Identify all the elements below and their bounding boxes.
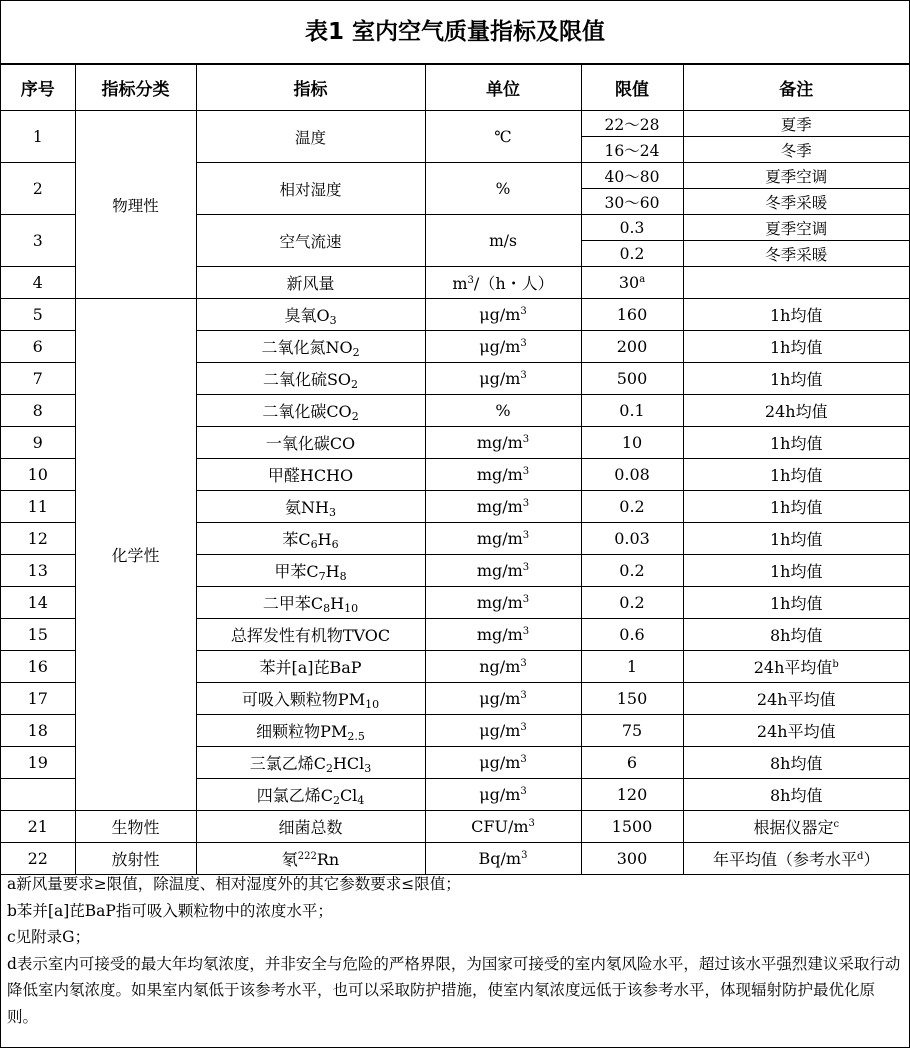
indicator: 温度 — [196, 111, 425, 163]
limit: 0.2 — [581, 491, 683, 523]
row-no: 16 — [1, 651, 75, 683]
note: 夏季空调 — [683, 163, 909, 189]
unit: $mg/m^3$ — [425, 555, 581, 587]
note: 根据仪器定$^c$ — [683, 811, 909, 843]
air-quality-table — [1, 64, 909, 875]
unit: $mg/m^3$ — [425, 619, 581, 651]
limit: 200 — [581, 331, 683, 363]
category-chemical: 化学性 — [75, 299, 196, 811]
unit: m/s — [425, 215, 581, 267]
row-no: 1 — [1, 111, 75, 163]
indicator: 细颗粒物$PM_{2.5}$ — [196, 715, 425, 747]
header-note: 备注 — [683, 65, 909, 111]
limit: 6 — [581, 747, 683, 779]
unit: $Bq/m^3$ — [425, 843, 581, 875]
table-row — [1, 299, 909, 331]
limit: 22～28 — [581, 111, 683, 137]
row-no: 22 — [1, 843, 75, 875]
row-no: 8 — [1, 395, 75, 427]
table-header-row — [1, 65, 909, 111]
unit: $\mu g/m^3$ — [425, 331, 581, 363]
note: 冬季采暖 — [683, 241, 909, 267]
table-title: 表1 室内空气质量指标及限值 — [1, 1, 909, 64]
note: 24h平均值$^b$ — [683, 651, 909, 683]
limit: 16～24 — [581, 137, 683, 163]
row-no: 14 — [1, 587, 75, 619]
limit: 1 — [581, 651, 683, 683]
unit: $\mu g/m^3$ — [425, 299, 581, 331]
category-physical: 物理性 — [75, 111, 196, 299]
note: 8h均值 — [683, 619, 909, 651]
row-no: 2 — [1, 163, 75, 215]
unit: CFU/$m^3$ — [425, 811, 581, 843]
note: 24h均值 — [683, 395, 909, 427]
limit: 0.1 — [581, 395, 683, 427]
note: 8h均值 — [683, 779, 909, 811]
note: 1h均值 — [683, 331, 909, 363]
unit: $ng/m^3$ — [425, 651, 581, 683]
note: 1h均值 — [683, 363, 909, 395]
indicator: 苯并[a]芘BaP — [196, 651, 425, 683]
indicator: 空气流速 — [196, 215, 425, 267]
indicator: 二甲苯$C_8H_{10}$ — [196, 587, 425, 619]
row-no — [1, 779, 75, 811]
unit: $mg/m^3$ — [425, 427, 581, 459]
indicator: 一氧化碳CO — [196, 427, 425, 459]
category-biological: 生物性 — [75, 811, 196, 843]
indicator: 四氯乙烯$C_2Cl_4$ — [196, 779, 425, 811]
row-no: 21 — [1, 811, 75, 843]
note: 1h均值 — [683, 587, 909, 619]
table-row — [1, 811, 909, 843]
footnote-b: b苯并[a]芘BaP指可吸入颗粒物中的浓度水平； — [7, 901, 333, 920]
unit: $\mu g/m^3$ — [425, 779, 581, 811]
footnote-c: c见附录G； — [7, 928, 91, 946]
unit: $mg/m^3$ — [425, 587, 581, 619]
row-no: 6 — [1, 331, 75, 363]
row-no: 13 — [1, 555, 75, 587]
row-no: 10 — [1, 459, 75, 491]
limit: 0.3 — [581, 215, 683, 241]
limit: 40～80 — [581, 163, 683, 189]
limit: 0.03 — [581, 523, 683, 555]
row-no: 3 — [1, 215, 75, 267]
limit: 500 — [581, 363, 683, 395]
indicator: 细菌总数 — [196, 811, 425, 843]
unit: $mg/m^3$ — [425, 459, 581, 491]
indicator: 二氧化硫$SO_2$ — [196, 363, 425, 395]
note: 夏季空调 — [683, 215, 909, 241]
indicator: 氡$^{222}$Rn — [196, 843, 425, 875]
note: 1h均值 — [683, 427, 909, 459]
limit: 10 — [581, 427, 683, 459]
indicator: 氨$NH_3$ — [196, 491, 425, 523]
indicator: 三氯乙烯$C_2HCl_3$ — [196, 747, 425, 779]
note: 夏季 — [683, 111, 909, 137]
category-radioactive: 放射性 — [75, 843, 196, 875]
limit: 160 — [581, 299, 683, 331]
note: 冬季 — [683, 137, 909, 163]
note: 8h均值 — [683, 747, 909, 779]
limit: 120 — [581, 779, 683, 811]
note: 24h平均值 — [683, 715, 909, 747]
unit: $mg/m^3$ — [425, 523, 581, 555]
limit: 75 — [581, 715, 683, 747]
note: 1h均值 — [683, 555, 909, 587]
table-row — [1, 111, 909, 137]
indicator: 臭氧$O_3$ — [196, 299, 425, 331]
row-no: 11 — [1, 491, 75, 523]
row-no: 17 — [1, 683, 75, 715]
indicator: 苯$C_6H_6$ — [196, 523, 425, 555]
unit: $\mu g/m^3$ — [425, 363, 581, 395]
indicator: 甲苯$C_7H_8$ — [196, 555, 425, 587]
row-no: 5 — [1, 299, 75, 331]
limit: 300 — [581, 843, 683, 875]
indicator: 相对湿度 — [196, 163, 425, 215]
note: 年平均值（参考水平$^d$） — [683, 843, 909, 875]
unit: % — [425, 163, 581, 215]
unit: $m^3/(h$・人） — [425, 267, 581, 299]
unit: $\mu g/m^3$ — [425, 683, 581, 715]
footnotes — [1, 861, 909, 1030]
row-no: 15 — [1, 619, 75, 651]
row-no: 4 — [1, 267, 75, 299]
row-no: 18 — [1, 715, 75, 747]
limit: 1500 — [581, 811, 683, 843]
footnote-d: d表示室内可接受的最大年均氡浓度，并非安全与危险的严格界限，为国家可接受的室内氡风险水平，超过该水平强烈建议采取行动降低室内氡浓度。如果室内氡低于该参考水平，也可以采取防护措施，使室内氡浓度远低于该参考水平，体现辐射防护最优化原则。 — [7, 954, 901, 1026]
header-category: 指标分类 — [75, 65, 196, 111]
indicator: 二氧化氮$NO_2$ — [196, 331, 425, 363]
limit: 30～60 — [581, 189, 683, 215]
limit: 0.2 — [581, 241, 683, 267]
header-limit: 限值 — [581, 65, 683, 111]
header-indicator: 指标 — [196, 65, 425, 111]
indicator: 新风量 — [196, 267, 425, 299]
note: 1h均值 — [683, 491, 909, 523]
note: 1h均值 — [683, 459, 909, 491]
note — [683, 267, 909, 299]
limit: 150 — [581, 683, 683, 715]
unit: $\mu g/m^3$ — [425, 715, 581, 747]
indicator: 可吸入颗粒物$PM_{10}$ — [196, 683, 425, 715]
note: 冬季采暖 — [683, 189, 909, 215]
row-no: 19 — [1, 747, 75, 779]
header-no: 序号 — [1, 65, 75, 111]
unit: ℃ — [425, 111, 581, 163]
note: 24h平均值 — [683, 683, 909, 715]
row-no: 7 — [1, 363, 75, 395]
indicator: 二氧化碳$CO_2$ — [196, 395, 425, 427]
limit: 0.6 — [581, 619, 683, 651]
indicator: 总挥发性有机物TVOC — [196, 619, 425, 651]
note: 1h均值 — [683, 299, 909, 331]
footnote-a: a新风量要求≥限值，除温度、相对湿度外的其它参数要求≤限值； — [7, 875, 461, 893]
unit: $mg/m^3$ — [425, 491, 581, 523]
row-no: 12 — [1, 523, 75, 555]
limit: 30$^a$ — [581, 267, 683, 299]
limit: 0.08 — [581, 459, 683, 491]
indicator: 甲醛HCHO — [196, 459, 425, 491]
unit: $\mu g/m^3$ — [425, 747, 581, 779]
row-no: 9 — [1, 427, 75, 459]
limit: 0.2 — [581, 555, 683, 587]
unit: % — [425, 395, 581, 427]
limit: 0.2 — [581, 587, 683, 619]
note: 1h均值 — [683, 523, 909, 555]
header-unit: 单位 — [425, 65, 581, 111]
